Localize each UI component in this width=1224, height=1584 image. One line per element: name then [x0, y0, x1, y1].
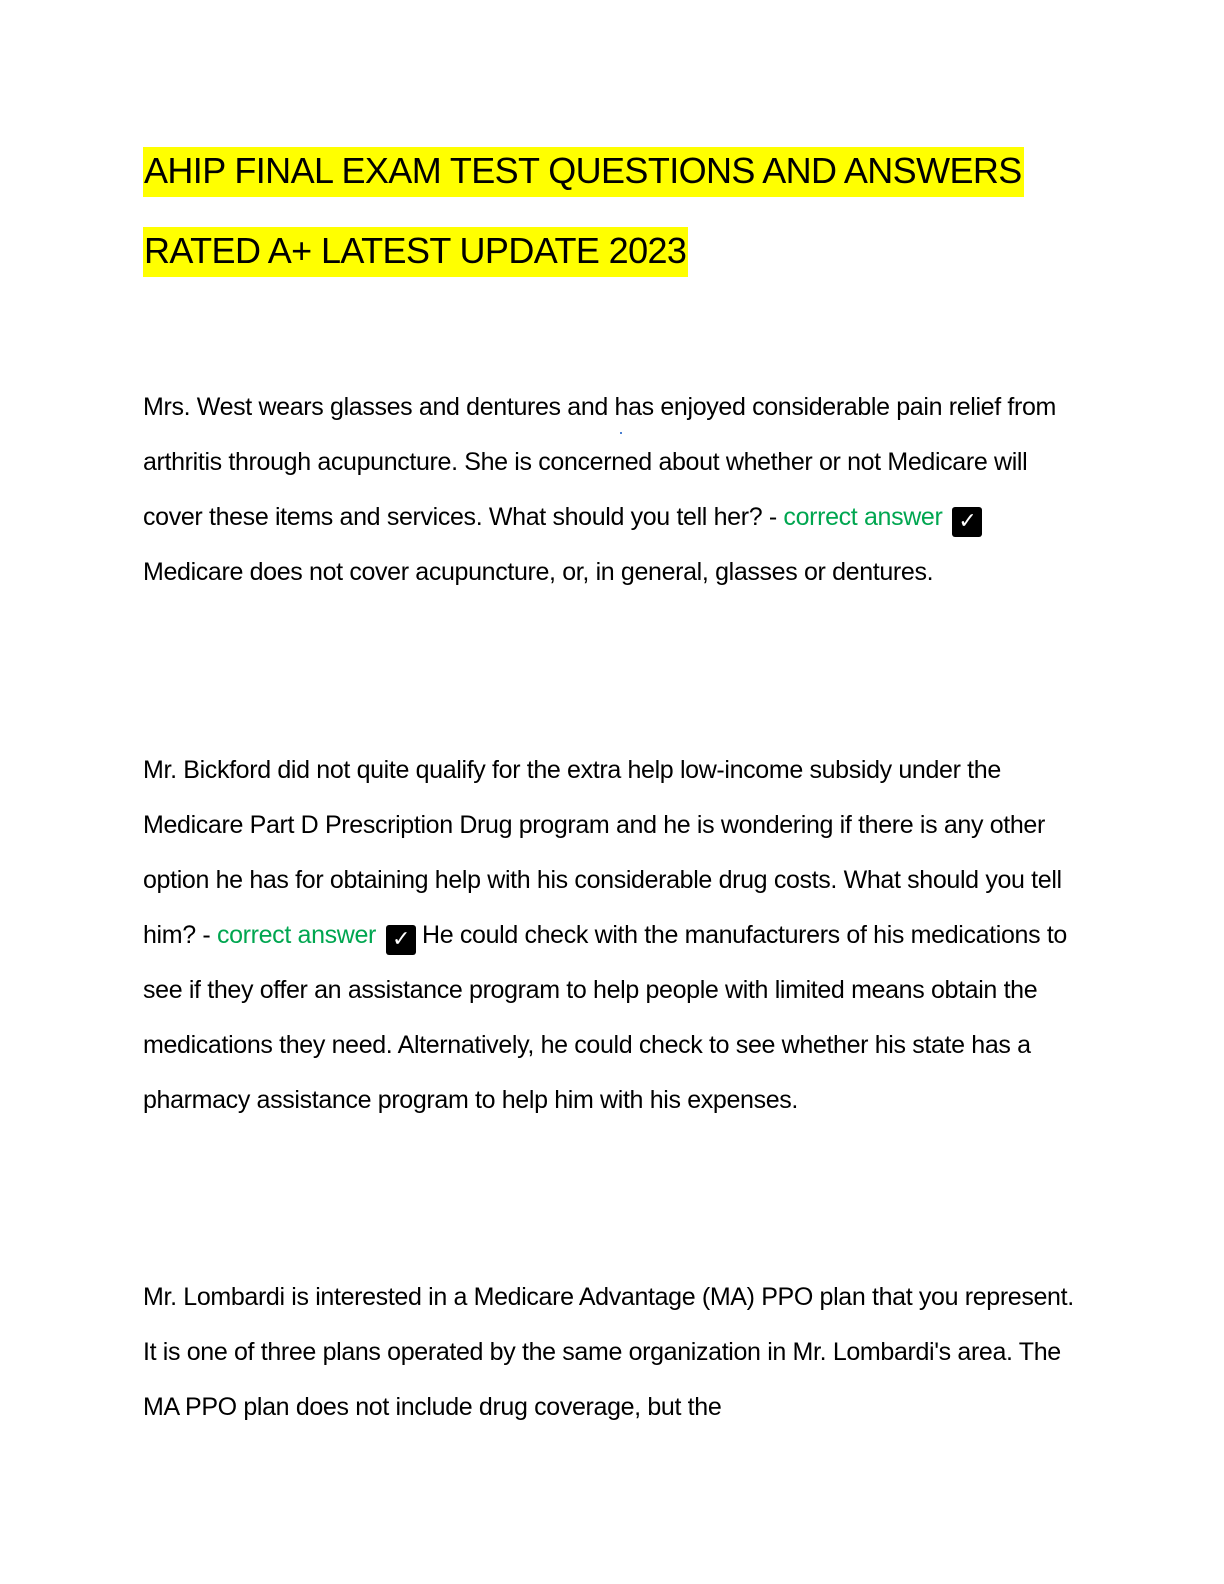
question-text: Mr. Bickford did not quite qualify for the extra help low-income subsidy under the Medicare Part D Prescription Drug program and he is wondering if there is any other option he has for obtaining help with his considerable drug costs. What should you tell him? - [143, 756, 1062, 949]
checkmark-icon: ✓ [386, 925, 416, 955]
qa-item-1 [143, 380, 1078, 600]
stray-dot [620, 432, 622, 434]
qa-item-3 [143, 1270, 1078, 1435]
checkmark-icon: ✓ [952, 507, 982, 537]
title-line-2 [143, 220, 1083, 300]
correct-answer-label: correct answer [783, 503, 943, 531]
answer-text: Medicare does not cover acupuncture, or, in general, glasses or dentures. [143, 558, 934, 586]
question-text: Mrs. West wears glasses and dentures and has enjoyed considerable pain relief from arthritis through acupuncture. She is concerned about whether or not Medicare will cover these items and services. What should you tell her? - [143, 393, 1056, 531]
title-highlight-2: RATED A+ LATEST UPDATE 2023 [143, 227, 688, 277]
document-title [143, 140, 1083, 300]
question-text: Mr. Lombardi is interested in a Medicare Advantage (MA) PPO plan that you represent. It is one of three plans operated by the same organization in Mr. Lombardi's area. The MA PPO plan does not include drug coverage, but the [143, 1283, 1074, 1421]
title-highlight-1: AHIP FINAL EXAM TEST QUESTIONS AND ANSWERS [143, 147, 1024, 197]
correct-answer-label: correct answer [216, 921, 377, 949]
qa-item-2 [143, 743, 1078, 1128]
title-line-1 [143, 140, 1083, 220]
answer-text: He could check with the manufacturers of his medications to see if they offer an assistance program to help people with limited means obtain the medications they need. Alternatively, he could check to see whether his state has a pharmacy assistance program to help him with his expenses. [143, 921, 1067, 1114]
